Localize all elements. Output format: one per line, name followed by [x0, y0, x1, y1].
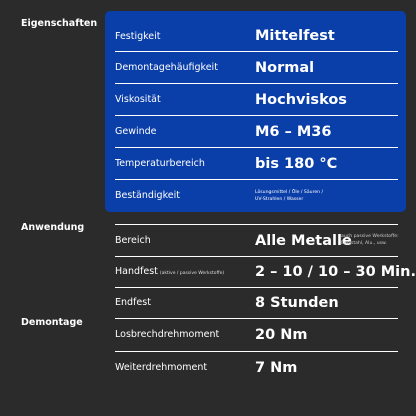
application-row-handfest: [115, 256, 416, 288]
property-value: Hochviskos: [255, 92, 347, 108]
property-value: Mittelfest: [255, 28, 335, 44]
property-row-viskositaet: [115, 84, 398, 116]
demontage-row-weiterdrehmoment: [115, 352, 398, 383]
property-value: M6 – M36: [255, 124, 332, 140]
property-label: Festigkeit: [115, 31, 161, 42]
section-label-eigenschaften: Eigenschaften: [21, 18, 98, 29]
handfest-note: (aktive / passive Werkstoffe): [159, 271, 225, 276]
property-row-temperaturbereich: [115, 148, 398, 180]
property-label: Demontagehäufigkeit: [115, 62, 218, 73]
property-label: Viskosität: [115, 94, 161, 105]
application-label: Endfest: [115, 297, 151, 308]
property-row-demontagehaeufigkeit: [115, 52, 398, 84]
property-row-gewinde: [115, 116, 398, 148]
application-note: auch passive Werkstoffe: Edelstahl, Alu., usw.: [341, 234, 399, 246]
demontage-label: Weiterdrehmoment: [115, 362, 208, 373]
property-label: Gewinde: [115, 126, 157, 137]
section-label-demontage: Demontage: [21, 317, 83, 328]
demontage-row-losbrechdrehmoment: [115, 319, 398, 352]
application-row-endfest: [115, 288, 398, 319]
section-label-anwendung: Anwendung: [21, 222, 85, 233]
property-label: Beständigkeit: [115, 190, 180, 201]
application-label: Handfest (aktive / passive Werkstoffe): [115, 266, 225, 277]
property-value: bis 180 °C: [255, 156, 338, 172]
demontage-label: Losbrechdrehmoment: [115, 329, 220, 340]
property-note: Lösungsmittel / Öle / Säuren / UV-Strahlen / Wasser: [255, 190, 324, 202]
application-value: Alle Metalle: [255, 233, 352, 249]
property-row-festigkeit: [115, 21, 398, 52]
application-label: Bereich: [115, 235, 151, 246]
property-value: Normal: [255, 60, 315, 76]
application-value: 8 Stunden: [255, 295, 339, 311]
demontage-value: 20 Nm: [255, 327, 308, 343]
property-label: Temperaturbereich: [115, 158, 205, 169]
demontage-value: 7 Nm: [255, 360, 298, 376]
property-row-bestaendigkeit: [115, 180, 398, 210]
application-value: 2 – 10 / 10 – 30 Min.: [255, 264, 416, 280]
application-row-bereich: [115, 224, 398, 257]
